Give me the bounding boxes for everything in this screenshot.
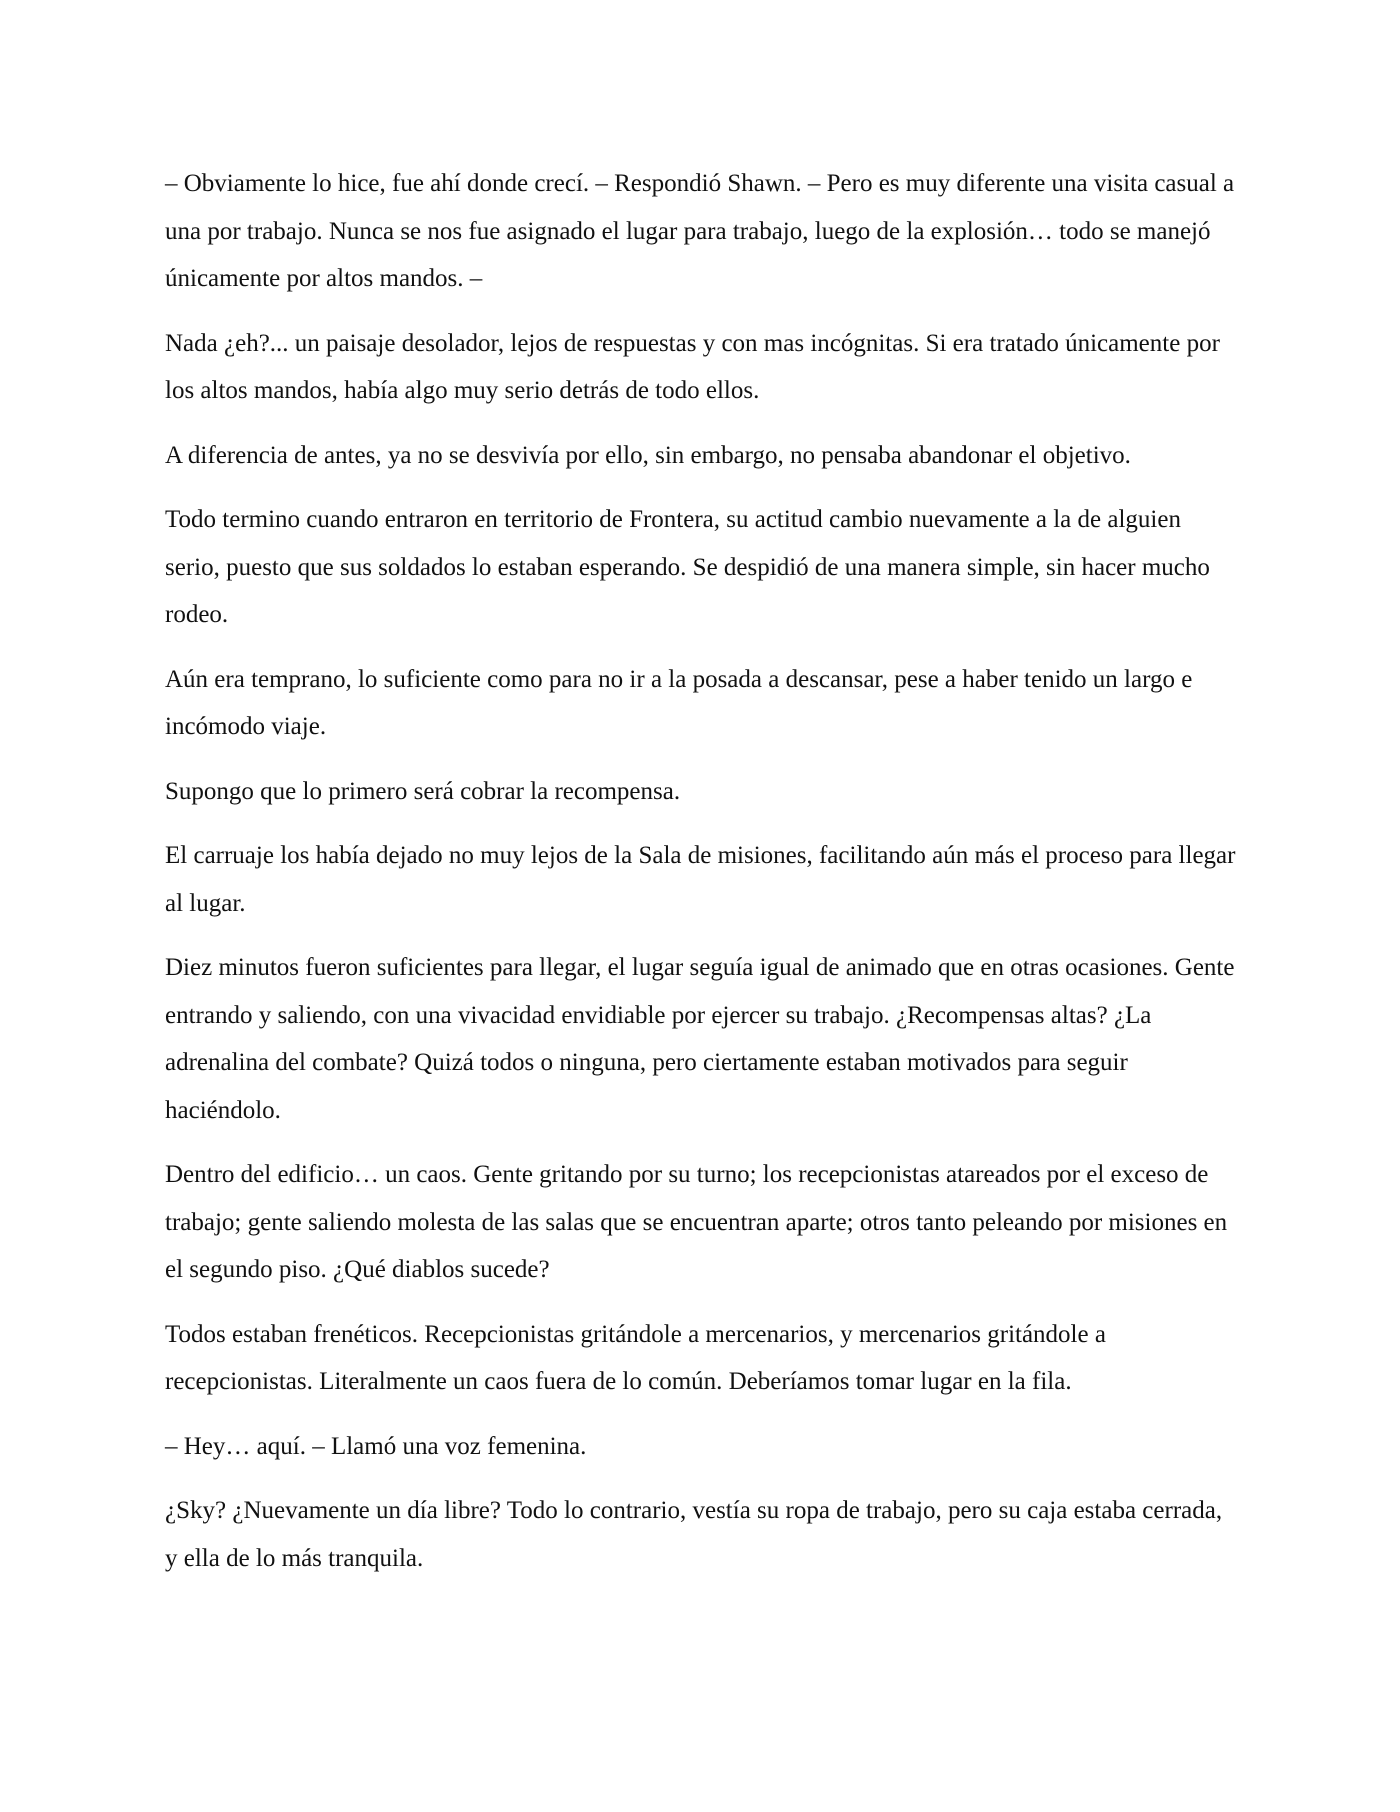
paragraph: Diez minutos fueron suficientes para llegar, el lugar seguía igual de animado que en otras ocasiones. Gente entrando y saliendo, con una vivacidad envidiable por ejercer su trabajo. ¿Recompensas altas? ¿La adrenalina del combate? Quizá todos o ninguna, pero ciertamente estaban motivados para seguir haciéndolo. [165, 954, 1235, 1124]
paragraph: Dentro del edificio… un caos. Gente gritando por su turno; los recepcionistas atareados por el exceso de trabajo; gente saliendo molesta de las salas que se encuentran aparte; otros tanto peleando por misiones en el segundo piso. ¿Qué diablos sucede? [165, 1161, 1228, 1283]
paragraph: Nada ¿eh?... un paisaje desolador, lejos de respuestas y con mas incógnitas. Si era tratado únicamente por los altos mandos, había algo muy serio detrás de todo ellos. [165, 329, 1220, 404]
paragraph: El carruaje los había dejado no muy lejos de la Sala de misiones, facilitando aún más el proceso para llegar al lugar. [165, 842, 1236, 917]
paragraph: – Obviamente lo hice, fue ahí donde crecí. – Respondió Shawn. – Pero es muy diferente una visita casual a una por trabajo. Nunca se nos fue asignado el lugar para trabajo, luego de la explosión… todo se manejó únicamente por altos mandos. – [165, 170, 1235, 292]
paragraph: ¿Sky? ¿Nuevamente un día libre? Todo lo contrario, vestía su ropa de trabajo, pero su caja estaba cerrada, y ella de lo más tranquila. [165, 1497, 1223, 1572]
paragraph: Supongo que lo primero será cobrar la recompensa. [165, 777, 681, 805]
paragraph: Todo termino cuando entraron en territorio de Frontera, su actitud cambio nuevamente a la de alguien serio, puesto que sus soldados lo estaban esperando. Se despidió de una manera simple, sin hacer mucho rodeo. [165, 506, 1210, 628]
paragraph: – Hey… aquí. – Llamó una voz femenina. [165, 1432, 587, 1460]
document-body [165, 160, 1240, 1599]
paragraph: Todos estaban frenéticos. Recepcionistas gritándole a mercenarios, y mercenarios gritándole a recepcionistas. Literalmente un caos fuera de lo común. Deberíamos tomar lugar en la fila. [165, 1320, 1106, 1395]
paragraph: A diferencia de antes, ya no se desvivía por ello, sin embargo, no pensaba abandonar el objetivo. [165, 441, 1131, 469]
paragraph: Aún era temprano, lo suficiente como para no ir a la posada a descansar, pese a haber tenido un largo e incómodo viaje. [165, 665, 1193, 740]
